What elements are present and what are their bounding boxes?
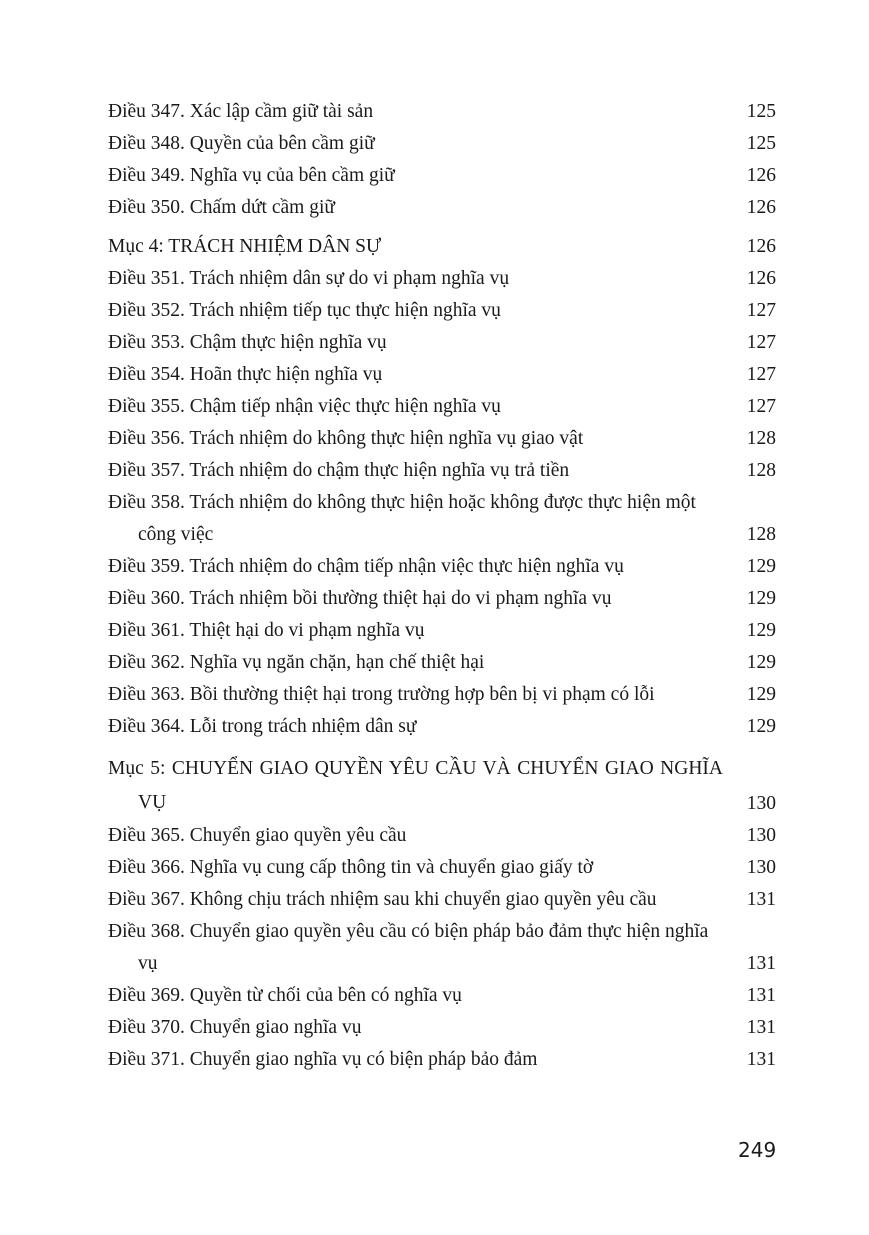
toc-entry-title: Điều 364. Lỗi trong trách nhiệm dân sự bbox=[108, 716, 417, 737]
toc-entry-title: Điều 356. Trách nhiệm do không thực hiện nghĩa vụ giao vật bbox=[108, 428, 584, 449]
toc-entry-dieu-364 bbox=[108, 711, 776, 743]
toc-entry-dieu-368 bbox=[108, 916, 776, 980]
toc-entry-page: 127 bbox=[746, 364, 776, 385]
toc-entry-dieu-366 bbox=[108, 852, 776, 884]
toc-entry-dieu-349 bbox=[108, 160, 776, 192]
toc-entry-dieu-360 bbox=[108, 583, 776, 615]
toc-entry-title: Điều 353. Chậm thực hiện nghĩa vụ bbox=[108, 332, 387, 353]
toc-entry-page: 130 bbox=[746, 857, 776, 878]
toc-entry-title: Điều 369. Quyền từ chối của bên có nghĩa vụ bbox=[108, 985, 462, 1006]
toc-entry-page: 128 bbox=[746, 460, 776, 481]
toc-entry-page: 130 bbox=[746, 793, 776, 814]
toc-section-title: Mục 5: CHUYỂN GIAO QUYỀN YÊU CẦU VÀ CHUYỂN GIAO NGHĨA VỤ bbox=[108, 758, 723, 813]
toc-entry-dieu-351 bbox=[108, 263, 776, 295]
toc-entry-title: Điều 361. Thiệt hại do vi phạm nghĩa vụ bbox=[108, 620, 425, 641]
toc-entry-page: 126 bbox=[746, 197, 776, 218]
toc-entry-page: 129 bbox=[746, 620, 776, 641]
toc-entry-dieu-354 bbox=[108, 359, 776, 391]
page-number: 249 bbox=[738, 1138, 777, 1162]
toc-entry-page: 129 bbox=[746, 556, 776, 577]
toc-entry-dieu-359 bbox=[108, 551, 776, 583]
toc-entry-page: 125 bbox=[746, 133, 776, 154]
toc-entry-title: Điều 365. Chuyển giao quyền yêu cầu bbox=[108, 825, 407, 846]
toc-entry-page: 129 bbox=[746, 652, 776, 673]
toc-section-muc-4 bbox=[108, 231, 776, 263]
toc-entry-title: Điều 360. Trách nhiệm bồi thường thiệt hại do vi phạm nghĩa vụ bbox=[108, 588, 612, 609]
toc-entry-title: Điều 367. Không chịu trách nhiệm sau khi chuyển giao quyền yêu cầu bbox=[108, 889, 657, 910]
toc-entry-page: 131 bbox=[746, 985, 776, 1006]
toc-entry-title: Điều 355. Chậm tiếp nhận việc thực hiện nghĩa vụ bbox=[108, 396, 501, 417]
toc-entry-dieu-357 bbox=[108, 455, 776, 487]
toc-entry-title: Điều 363. Bồi thường thiệt hại trong trường hợp bên bị vi phạm có lỗi bbox=[108, 684, 655, 705]
toc-entry-title: Điều 362. Nghĩa vụ ngăn chặn, hạn chế thiệt hại bbox=[108, 652, 485, 673]
toc-entry-dieu-350 bbox=[108, 192, 776, 224]
toc-entry-title: Điều 368. Chuyển giao quyền yêu cầu có biện pháp bảo đảm thực hiện nghĩa vụ bbox=[108, 921, 709, 974]
toc-entry-page: 129 bbox=[746, 588, 776, 609]
toc-entry-title: Điều 349. Nghĩa vụ của bên cầm giữ bbox=[108, 165, 395, 186]
toc-entry-page: 131 bbox=[746, 953, 776, 974]
toc-entry-title: Điều 371. Chuyển giao nghĩa vụ có biện pháp bảo đảm bbox=[108, 1049, 538, 1070]
toc-entry-title: Điều 351. Trách nhiệm dân sự do vi phạm nghĩa vụ bbox=[108, 268, 510, 289]
toc-entry-title: Điều 366. Nghĩa vụ cung cấp thông tin và chuyển giao giấy tờ bbox=[108, 857, 594, 878]
toc-entry-page: 125 bbox=[746, 101, 776, 122]
toc-entry-dieu-353 bbox=[108, 327, 776, 359]
toc-entry-page: 127 bbox=[746, 332, 776, 353]
toc-entry-dieu-356 bbox=[108, 423, 776, 455]
toc-entry-title: Điều 370. Chuyển giao nghĩa vụ bbox=[108, 1017, 362, 1038]
toc-entry-dieu-362 bbox=[108, 647, 776, 679]
toc-entry-page: 127 bbox=[746, 396, 776, 417]
toc-entry-dieu-365 bbox=[108, 820, 776, 852]
toc-entry-page: 129 bbox=[746, 684, 776, 705]
table-of-contents bbox=[108, 96, 776, 1076]
toc-entry-page: 128 bbox=[746, 428, 776, 449]
toc-entry-title: Điều 357. Trách nhiệm do chậm thực hiện nghĩa vụ trả tiền bbox=[108, 460, 570, 481]
toc-section-title: Mục 4: TRÁCH NHIỆM DÂN SỰ bbox=[108, 236, 382, 257]
toc-entry-dieu-355 bbox=[108, 391, 776, 423]
toc-entry-dieu-369 bbox=[108, 980, 776, 1012]
toc-entry-page: 131 bbox=[746, 889, 776, 910]
toc-entry-page: 128 bbox=[746, 524, 776, 545]
toc-entry-dieu-348 bbox=[108, 128, 776, 160]
toc-entry-dieu-361 bbox=[108, 615, 776, 647]
toc-entry-title: Điều 354. Hoãn thực hiện nghĩa vụ bbox=[108, 364, 383, 385]
toc-entry-dieu-367 bbox=[108, 884, 776, 916]
toc-entry-dieu-352 bbox=[108, 295, 776, 327]
toc-entry-dieu-370 bbox=[108, 1012, 776, 1044]
toc-entry-title: Điều 350. Chấm dứt cầm giữ bbox=[108, 197, 335, 218]
toc-entry-page: 131 bbox=[746, 1017, 776, 1038]
toc-entry-page: 127 bbox=[746, 300, 776, 321]
toc-entry-title: Điều 348. Quyền của bên cầm giữ bbox=[108, 133, 375, 154]
toc-entry-dieu-363 bbox=[108, 679, 776, 711]
toc-entry-page: 126 bbox=[746, 236, 776, 257]
toc-entry-page: 130 bbox=[746, 825, 776, 846]
toc-entry-page: 126 bbox=[746, 268, 776, 289]
toc-entry-title: Điều 352. Trách nhiệm tiếp tục thực hiện nghĩa vụ bbox=[108, 300, 501, 321]
toc-entry-page: 126 bbox=[746, 165, 776, 186]
toc-entry-dieu-371 bbox=[108, 1044, 776, 1076]
toc-entry-page: 131 bbox=[746, 1049, 776, 1070]
toc-section-muc-5 bbox=[108, 752, 776, 820]
toc-entry-page: 129 bbox=[746, 716, 776, 737]
toc-entry-dieu-358 bbox=[108, 487, 776, 551]
toc-entry-title: Điều 358. Trách nhiệm do không thực hiện hoặc không được thực hiện một công việc bbox=[108, 492, 696, 545]
toc-entry-dieu-347 bbox=[108, 96, 776, 128]
toc-entry-title: Điều 347. Xác lập cầm giữ tài sản bbox=[108, 101, 374, 122]
toc-entry-title: Điều 359. Trách nhiệm do chậm tiếp nhận việc thực hiện nghĩa vụ bbox=[108, 556, 624, 577]
